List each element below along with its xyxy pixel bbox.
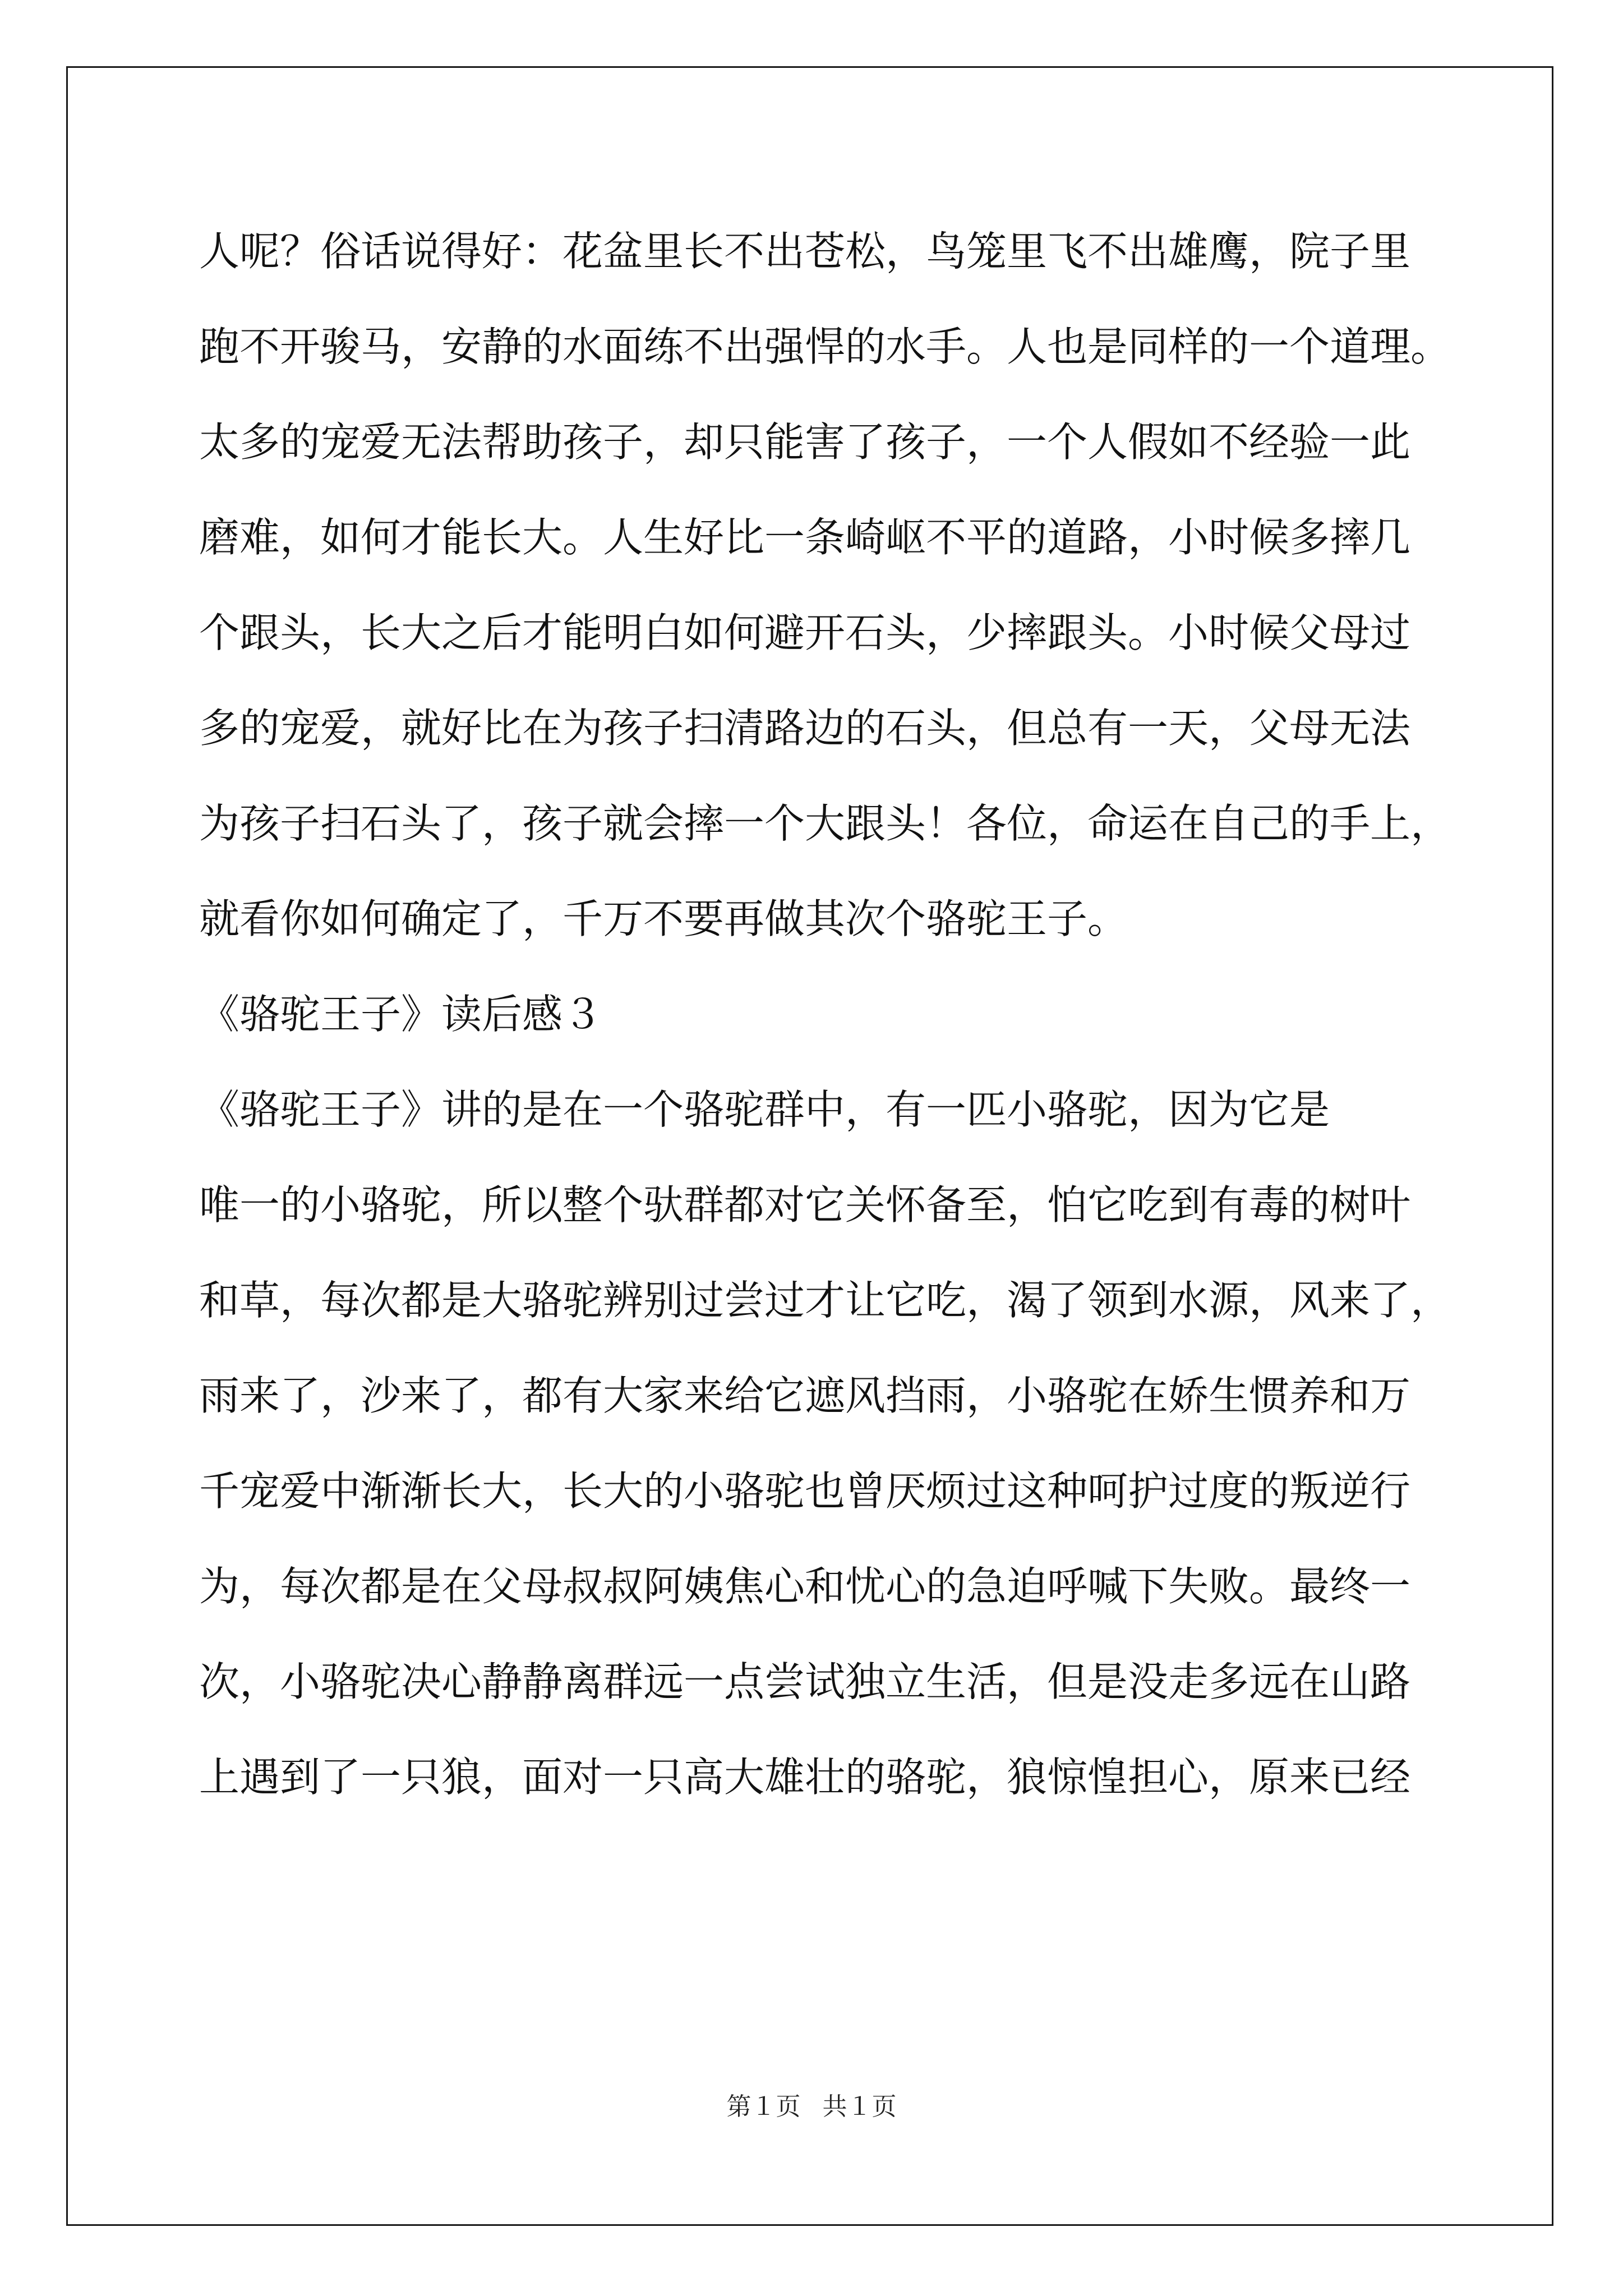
- text-line: 就看你如何确定了，千万不要再做其次个骆驼王子。: [199, 895, 1128, 942]
- text-line: 雨来了，沙来了，都有大家来给它遮风挡雨，小骆驼在娇生惯养和万: [199, 1372, 1411, 1419]
- page-footer: [0, 2090, 1623, 2124]
- text-line: 上遇到了一只狼，面对一只高大雄壮的骆驼，狼惊惶担心，原来已经: [199, 1754, 1411, 1801]
- text-line: 人呢？俗话说得好：花盆里长不出苍松，鸟笼里飞不出雄鹰，院子里: [199, 228, 1411, 275]
- text-line: 太多的宠爱无法帮助孩子，却只能害了孩子，一个人假如不经验一此: [199, 418, 1411, 466]
- section-heading: 《骆驼王子》读后感３: [199, 991, 603, 1038]
- text-line: 个跟头，长大之后才能明白如何避开石头，少摔跟头。小时候父母过: [199, 609, 1411, 656]
- page-border: [66, 66, 1553, 2226]
- text-line: 和草，每次都是大骆驼辨别过尝过才让它吃，渴了领到水源，风来了，: [199, 1277, 1451, 1324]
- text-line: 唯一的小骆驼，所以整个驮群都对它关怀备至，怕它吃到有毒的树叶: [199, 1181, 1411, 1228]
- text-line: 千宠爱中渐渐长大，长大的小骆驼也曾厌烦过这种呵护过度的叛逆行: [199, 1467, 1411, 1515]
- text-line: 多的宠爱，就好比在为孩子扫清路边的石头，但总有一天，父母无法: [199, 705, 1411, 752]
- text-line: 为，每次都是在父母叔叔阿姨焦心和忧心的急迫呼喊下失败。最终一: [199, 1563, 1411, 1610]
- text-line: 《骆驼王子》讲的是在一个骆驼群中，有一匹小骆驼，因为它是: [199, 1086, 1330, 1133]
- page-number: 第１页: [726, 2093, 801, 2120]
- page-total: 共１页: [822, 2093, 897, 2120]
- text-line: 跑不开骏马，安静的水面练不出强悍的水手。人也是同样的一个道理。: [199, 323, 1451, 370]
- text-line: 为孩子扫石头了，孩子就会摔一个大跟头！各位，命运在自己的手上，: [199, 800, 1451, 847]
- text-line: 次，小骆驼决心静静离群远一点尝试独立生活，但是没走多远在山路: [199, 1658, 1411, 1705]
- text-line: 磨难，如何才能长大。人生好比一条崎岖不平的道路，小时候多摔几: [199, 514, 1411, 561]
